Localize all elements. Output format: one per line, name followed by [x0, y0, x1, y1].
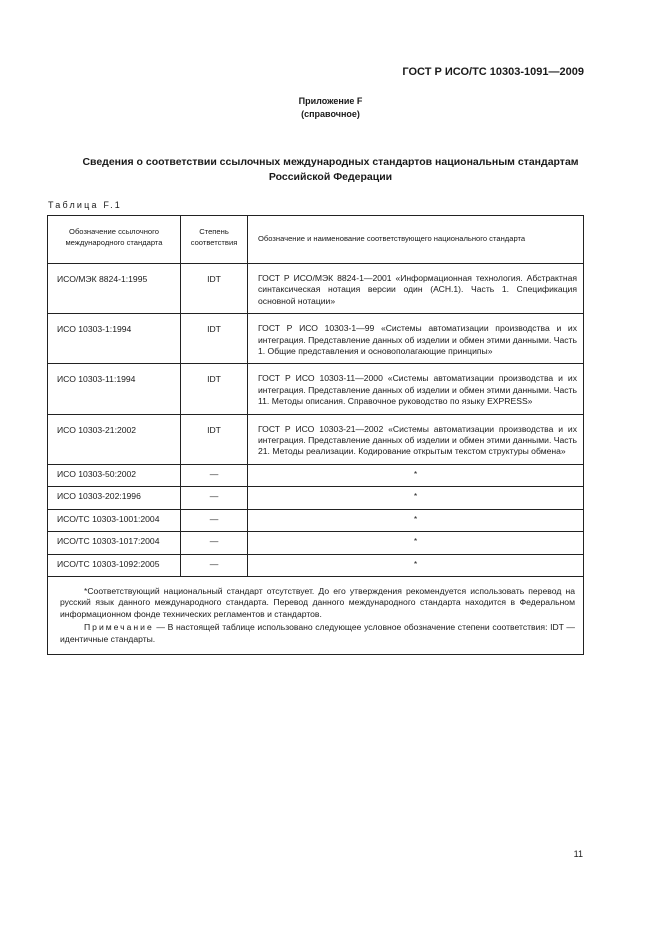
- reference-cell: ИСО/ТС 10303-1001:2004: [48, 509, 181, 531]
- national-standard-cell: *: [248, 464, 584, 486]
- page-number: 11: [573, 849, 583, 859]
- table-footnote-row: [48, 576, 584, 654]
- correspondence-table: [47, 215, 584, 655]
- document-code: ГОСТ Р ИСО/ТС 10303-1091—2009: [402, 66, 584, 78]
- national-standard-cell: ГОСТ Р ИСО/МЭК 8824-1—2001 «Информационная технология. Абстрактная синтаксическая нотация версии один (АСН.1). Часть 1. Спецификация основной нотации»: [248, 264, 584, 314]
- table-note: [60, 622, 575, 645]
- reference-cell: ИСО 10303-21:2002: [48, 414, 181, 464]
- reference-cell: ИСО 10303-202:1996: [48, 487, 181, 509]
- national-standard-cell: *: [248, 554, 584, 576]
- table-row: [48, 509, 584, 531]
- degree-cell: —: [181, 532, 248, 554]
- column-header-reference: Обозначение ссылочного международного стандарта: [48, 216, 181, 264]
- reference-cell: ИСО 10303-11:1994: [48, 364, 181, 414]
- table-row: [48, 414, 584, 464]
- national-standard-cell: *: [248, 487, 584, 509]
- section-heading-line1: Сведения о соответствии ссылочных международных стандартов национальным стандартам: [82, 156, 579, 168]
- table-row: [48, 314, 584, 364]
- reference-cell: ИСО/МЭК 8824-1:1995: [48, 264, 181, 314]
- degree-cell: —: [181, 487, 248, 509]
- national-standard-cell: *: [248, 509, 584, 531]
- appendix-title: Приложение F: [298, 96, 363, 106]
- section-heading: [60, 155, 601, 185]
- degree-cell: —: [181, 554, 248, 576]
- table-row: [48, 464, 584, 486]
- footnote-text: *Соответствующий национальный стандарт отсутствует. До его утверждения рекомендуется использовать перевод на русский язык данного международного стандарта. Перевод данного международного стандарта находится в Федеральном информационном фонде технических регламентов и стандартов.: [60, 585, 575, 619]
- table-row: [48, 487, 584, 509]
- table-caption: Таблица F.1: [48, 200, 122, 210]
- column-header-national: Обозначение и наименование соответствующего национального стандарта: [248, 216, 584, 264]
- appendix-subtitle: (справочное): [301, 109, 360, 119]
- reference-cell: ИСО/ТС 10303-1017:2004: [48, 532, 181, 554]
- table-row: [48, 364, 584, 414]
- national-standard-cell: ГОСТ Р ИСО 10303-21—2002 «Системы автоматизации производства и их интеграция. Представление данных об изделии и обмен этими данными. Часть 21. Методы реализации. Кодирование открытым текстом структуры обмена»: [248, 414, 584, 464]
- table-row: [48, 554, 584, 576]
- degree-cell: —: [181, 464, 248, 486]
- table-footnote: [48, 576, 584, 654]
- degree-cell: IDT: [181, 364, 248, 414]
- degree-cell: IDT: [181, 264, 248, 314]
- section-heading-line2: Российской Федерации: [268, 171, 393, 183]
- reference-cell: ИСО/ТС 10303-1092:2005: [48, 554, 181, 576]
- national-standard-cell: ГОСТ Р ИСО 10303-1—99 «Системы автоматизации производства и их интеграция. Представление данных об изделии и обмен этими данными. Часть 1. Общие представления и основополагающие принципы»: [248, 314, 584, 364]
- national-standard-cell: ГОСТ Р ИСО 10303-11—2000 «Системы автоматизации производства и их интеграция. Представление данных об изделии и обмен этими данными. Часть 11. Методы описания. Справочное руководство по языку EXPRESS»: [248, 364, 584, 414]
- degree-cell: IDT: [181, 414, 248, 464]
- table-row: [48, 532, 584, 554]
- note-text: — В настоящей таблице использовано следующее условное обозначение степени соответствия: IDT — идентичные стандарты.: [60, 622, 575, 644]
- table-header-row: [48, 216, 584, 264]
- table-row: [48, 264, 584, 314]
- column-header-degree: Степень соответствия: [181, 216, 248, 264]
- degree-cell: IDT: [181, 314, 248, 364]
- degree-cell: —: [181, 509, 248, 531]
- note-label: Примечание: [84, 622, 154, 633]
- reference-cell: ИСО 10303-50:2002: [48, 464, 181, 486]
- national-standard-cell: *: [248, 532, 584, 554]
- appendix-header: [0, 95, 661, 121]
- reference-cell: ИСО 10303-1:1994: [48, 314, 181, 364]
